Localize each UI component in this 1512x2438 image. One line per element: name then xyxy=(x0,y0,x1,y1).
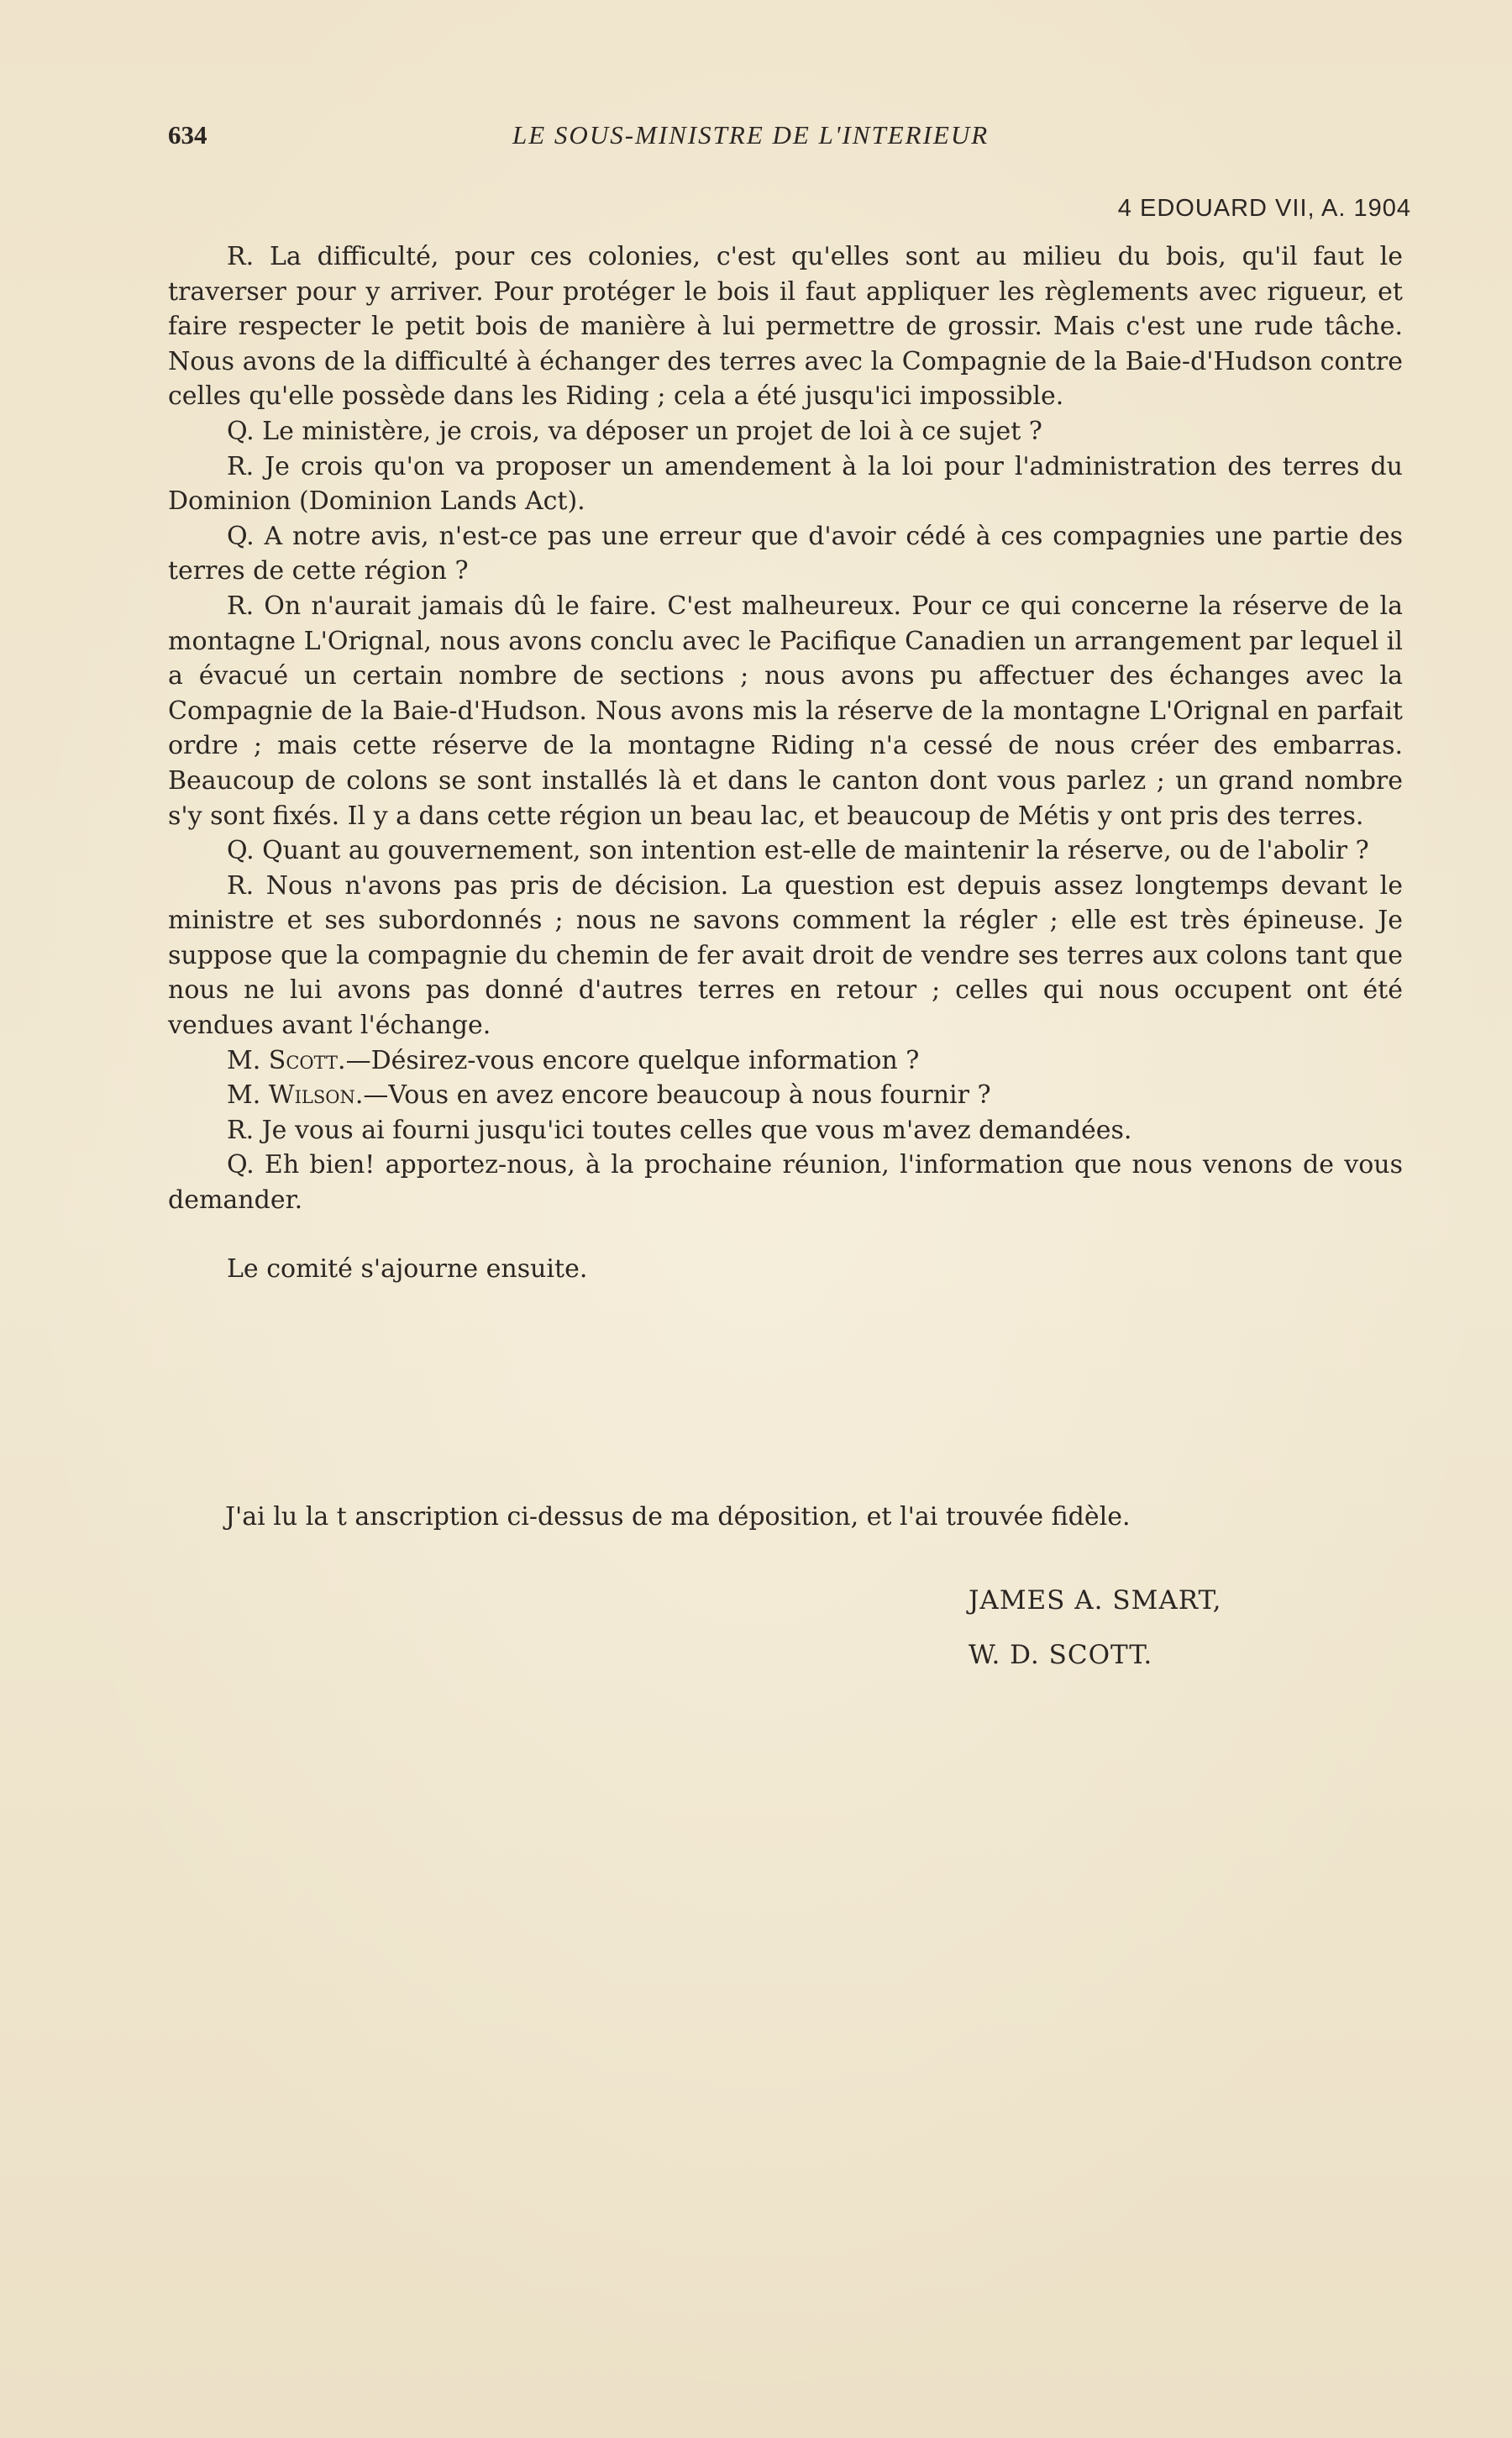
speaker-wilson: M. Wilson. xyxy=(227,1080,364,1111)
paragraph-question-4: Q. Eh bien! apportez-nous, à la prochaine réunion, l'information que nous venons de vous demander. xyxy=(168,1150,1403,1216)
speaker-scott: M. Scott. xyxy=(227,1045,346,1075)
paragraph-wilson xyxy=(168,1078,1403,1113)
signature-scott: W. D. SCOTT. xyxy=(969,1640,1153,1670)
paragraph-question-3: Q. Quant au gouvernement, son intention est-elle de maintenir la réserve, ou de l'abolir ? xyxy=(227,836,1369,866)
adjournment-note: Le comité s'ajourne ensuite. xyxy=(227,1253,588,1284)
volume-info: 4 EDOUARD VII, A. 1904 xyxy=(1117,195,1411,222)
signature-block xyxy=(969,1574,1222,1683)
attestation-statement: J'ai lu la t anscription ci-dessus de ma déposition, et l'ai trouvée fidèle. xyxy=(225,1502,1131,1532)
paragraph-answer-2: R. Je crois qu'on va proposer un amendement à la loi pour l'administration des terres du Dominion (Dominion Lands Act). xyxy=(168,451,1403,517)
page-number: 634 xyxy=(168,120,207,150)
transcript-body xyxy=(168,239,1403,1286)
running-title: LE SOUS-MINISTRE DE L'INTERIEUR xyxy=(512,120,990,150)
volume-wrap xyxy=(168,0,1411,252)
paragraph-answer-4: R. Nous n'avons pas pris de décision. La question est depuis assez longtemps devant le ministre et ses subordonnés ; nous ne savons comment la régler ; elle est très épineuse. Je suppose que la compagnie du chemin de fer avait droit de vendre ses terres aux colons tant que nous ne lui avons pas donné d'autres terres en retour ; celles qui nous occupent ont été vendues avant l'échange. xyxy=(168,870,1403,1041)
paragraph-question-1: Q. Le ministère, je crois, va déposer un projet de loi à ce sujet ? xyxy=(227,416,1042,446)
paragraph-answer-3: R. On n'aurait jamais dû le faire. C'est malheureux. Pour ce qui concerne la réserve de la montagne L'Orignal, nous avons conclu avec le Pacifique Canadien un arrangement par lequel il a évacué un certain nombre de sections ; nous avons pu affectuer des échanges avec la Compagnie de la Baie-d'Hudson. Nous avons mis la réserve de la montagne L'Orignal en parfait ordre ; mais cette réserve de la montagne Riding n'a cessé de nous créer des embarras. Beaucoup de colons se sont installés là et dans le canton dont vous parlez ; un grand nombre s'y sont fixés. Il y a dans cette région un beau lac, et beaucoup de Métis y ont pris des terres. xyxy=(168,591,1403,831)
scott-text: —Désirez-vous encore quelque information ? xyxy=(345,1045,920,1075)
paragraph-question-2: Q. A notre avis, n'est-ce pas une erreur que d'avoir cédé à ces compagnies une partie des terres de cette région ? xyxy=(168,521,1403,586)
paragraph-answer-1: R. La difficulté, pour ces colonies, c'est qu'elles sont au milieu du bois, qu'il faut le traverser pour y arriver. Pour protéger le bois il faut appliquer les règlements avec rigueur, et faire respecter le petit bois de manière à lui permettre de grossir. Mais c'est une rude tâche. Nous avons de la difficulté à échanger des terres avec la Compagnie de la Baie-d'Hudson contre celles qu'elle possède dans les Riding ; cela a été jusqu'ici impossible. xyxy=(168,242,1403,412)
paragraph-answer-5: R. Je vous ai fourni jusqu'ici toutes celles que vous m'avez demandées. xyxy=(227,1115,1132,1145)
signature-smart: JAMES A. SMART, xyxy=(969,1585,1222,1616)
paragraph-scott xyxy=(168,1043,1403,1079)
wilson-text: —Vous en avez encore beaucoup à nous fournir ? xyxy=(363,1080,991,1111)
